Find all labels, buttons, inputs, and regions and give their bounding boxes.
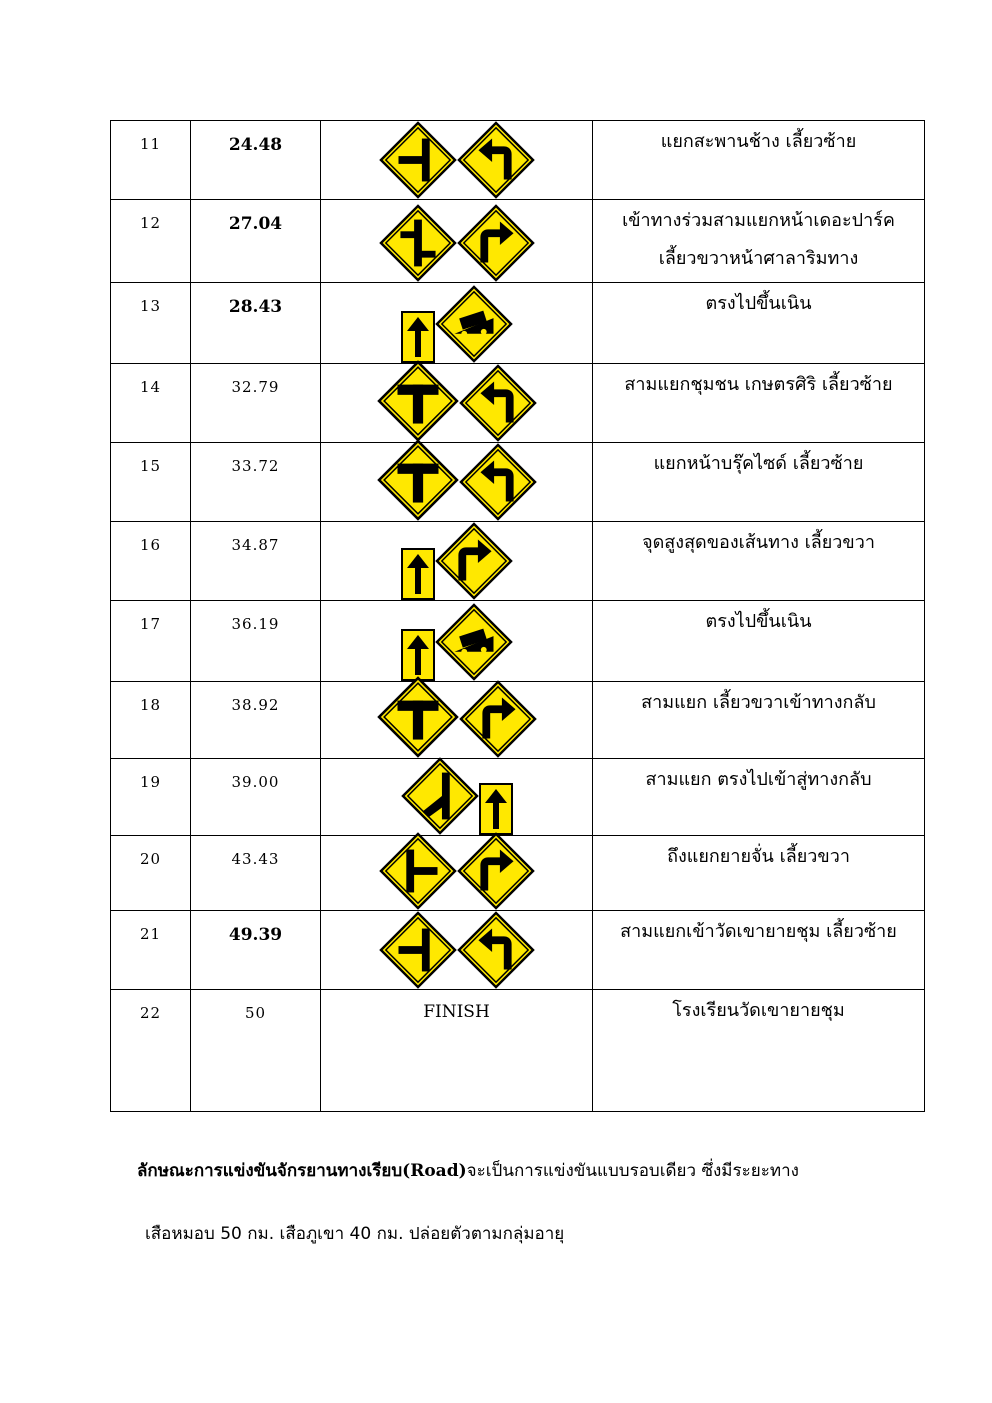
sign-cell [321,283,593,364]
y-junction-icon [401,757,479,835]
footer-rest-text: จะเป็นการแข่งขันแบบรอบเดียว ซึ่งมีระยะทาง [466,1161,799,1181]
distance-km: 39.00 [191,759,321,836]
direction-description [593,522,925,601]
turn-right-icon [435,522,513,600]
sign-cell [321,836,593,911]
turn-right-icon [457,204,535,282]
description-line: สามแยก ตรงไปเข้าสู่ทางกลับ [645,769,872,790]
hill-icon [435,603,513,681]
table-row [111,364,925,443]
footer-bold-text: ลักษณะการแข่งขันจักรยานทางเรียบ(Road) [137,1161,467,1181]
distance-km: 43.43 [191,836,321,911]
t-junction-icon [377,360,459,442]
distance-km: 36.19 [191,601,321,682]
side-junction-right-icon [379,832,457,910]
table-row [111,283,925,364]
direction-description [593,759,925,836]
footer-line-1 [137,1157,799,1184]
distance-km: 38.92 [191,682,321,759]
description-line: จุดสูงสุดของเส้นทาง เลี้ยวขวา [642,532,875,553]
direction-description [593,682,925,759]
straight-arrow-icon [401,548,435,600]
turn-left-icon [459,443,537,521]
distance-km: 28.43 [191,283,321,364]
sign-cell [321,200,593,283]
table-row [111,200,925,283]
sign-cell [321,443,593,522]
row-number: 13 [111,283,191,364]
table-row [111,759,925,836]
description-line: เลี้ยวขวาหน้าศาลาริมทาง [658,248,859,269]
turn-left-icon [457,911,535,989]
straight-arrow-icon [401,629,435,681]
description-line: เข้าทางร่วมสามแยกหน้าเดอะปาร์ค [622,210,895,231]
table-row [111,121,925,200]
direction-description [593,364,925,443]
staggered-junction-icon [379,204,457,282]
sign-cell [321,911,593,990]
direction-description [593,121,925,200]
table-row [111,601,925,682]
t-junction-icon [377,676,459,758]
description-line: โรงเรียนวัดเขายายชุม [672,1000,845,1021]
sign-cell [321,601,593,682]
row-number: 16 [111,522,191,601]
turn-left-icon [459,364,537,442]
row-number: 14 [111,364,191,443]
straight-arrow-icon [401,311,435,363]
footer-line-2: เสือหมอบ 50 กม. เสือภูเขา 40 กม. ปล่อยตัวตามกลุ่มอายุ [145,1224,565,1244]
description-line: สามแยกชุมชน เกษตรศิริ เลี้ยวซ้าย [624,374,893,395]
distance-km: 27.04 [191,200,321,283]
row-number: 17 [111,601,191,682]
description-line: ถึงแยกยายจั่น เลี้ยวขวา [667,846,850,867]
row-number: 12 [111,200,191,283]
row-number: 20 [111,836,191,911]
direction-description [593,601,925,682]
sign-cell [321,364,593,443]
distance-km: 33.72 [191,443,321,522]
description-line: แยกหน้าบรุ๊คไซด์ เลี้ยวซ้าย [653,453,864,474]
sign-cell [321,759,593,836]
finish-label: FINISH [423,1002,490,1022]
distance-km: 32.79 [191,364,321,443]
t-junction-icon [377,439,459,521]
hill-icon [435,285,513,363]
description-line: ตรงไปขึ้นเนิน [705,293,812,314]
description-line: สามแยก เลี้ยวขวาเข้าทางกลับ [641,692,876,713]
table-row [111,443,925,522]
direction-description [593,283,925,364]
description-line: ตรงไปขึ้นเนิน [705,611,812,632]
row-number: 19 [111,759,191,836]
distance-km: 34.87 [191,522,321,601]
turn-right-icon [457,832,535,910]
description-line: สามแยกเข้าวัดเขายายชุม เลี้ยวซ้าย [620,921,897,942]
direction-description [593,200,925,283]
table-row [111,522,925,601]
row-number: 22 [111,990,191,1112]
row-number: 18 [111,682,191,759]
turn-right-icon [459,680,537,758]
route-table [110,120,925,1112]
table-row [111,836,925,911]
side-junction-left-icon [379,911,457,989]
row-number: 15 [111,443,191,522]
table-row [111,990,925,1112]
distance-km: 50 [191,990,321,1112]
finish-cell [321,990,593,1112]
row-number: 21 [111,911,191,990]
description-line: แยกสะพานช้าง เลี้ยวซ้าย [660,131,857,152]
row-number: 11 [111,121,191,200]
table-row [111,911,925,990]
sign-cell [321,682,593,759]
distance-km: 49.39 [191,911,321,990]
sign-cell [321,522,593,601]
straight-arrow-icon [479,783,513,835]
sign-cell [321,121,593,200]
direction-description [593,990,925,1112]
direction-description [593,836,925,911]
side-junction-left-icon [379,121,457,199]
distance-km: 24.48 [191,121,321,200]
direction-description [593,911,925,990]
table-row [111,682,925,759]
direction-description [593,443,925,522]
turn-left-icon [457,121,535,199]
